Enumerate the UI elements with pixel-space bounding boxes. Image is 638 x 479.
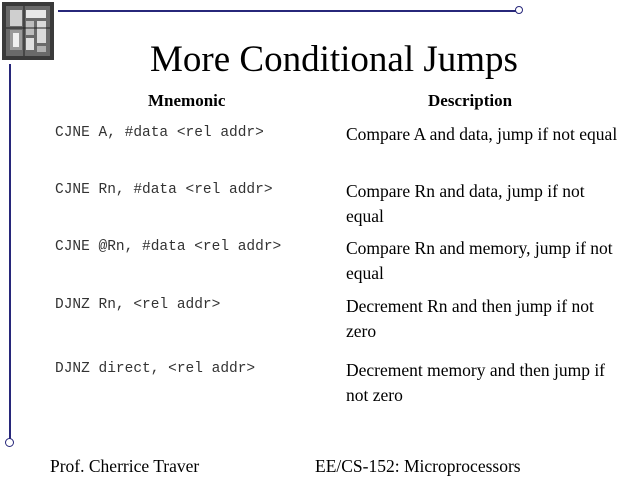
footer-course: EE/CS-152: Microprocessors (315, 456, 521, 476)
mnemonic-cell: CJNE Rn, #data <rel addr> (55, 182, 273, 198)
left-rule (9, 64, 11, 442)
mnemonic-cell: DJNZ Rn, <rel addr> (55, 297, 221, 313)
footer-author: Prof. Cherrice Traver (50, 456, 200, 476)
description-cell: Compare Rn and memory, jump if not equal (346, 238, 613, 283)
description-cell: Decrement Rn and then jump if not zero (346, 296, 594, 341)
column-header-mnemonic: Mnemonic (148, 91, 226, 110)
mnemonic-cell: CJNE A, #data <rel addr> (55, 125, 264, 141)
top-rule-end (515, 6, 523, 14)
top-rule (58, 10, 521, 12)
description-cell: Compare Rn and data, jump if not equal (346, 181, 585, 226)
mnemonic-cell: DJNZ direct, <rel addr> (55, 361, 256, 377)
column-header-description: Description (428, 91, 513, 110)
description-cell: Decrement memory and then jump if not zero (346, 360, 606, 405)
left-rule-end (5, 438, 14, 447)
description-cell: Compare A and data, jump if not equal (346, 124, 618, 144)
mnemonic-cell: CJNE @Rn, #data <rel addr> (55, 239, 282, 255)
slide-title: More Conditional Jumps (150, 39, 518, 80)
